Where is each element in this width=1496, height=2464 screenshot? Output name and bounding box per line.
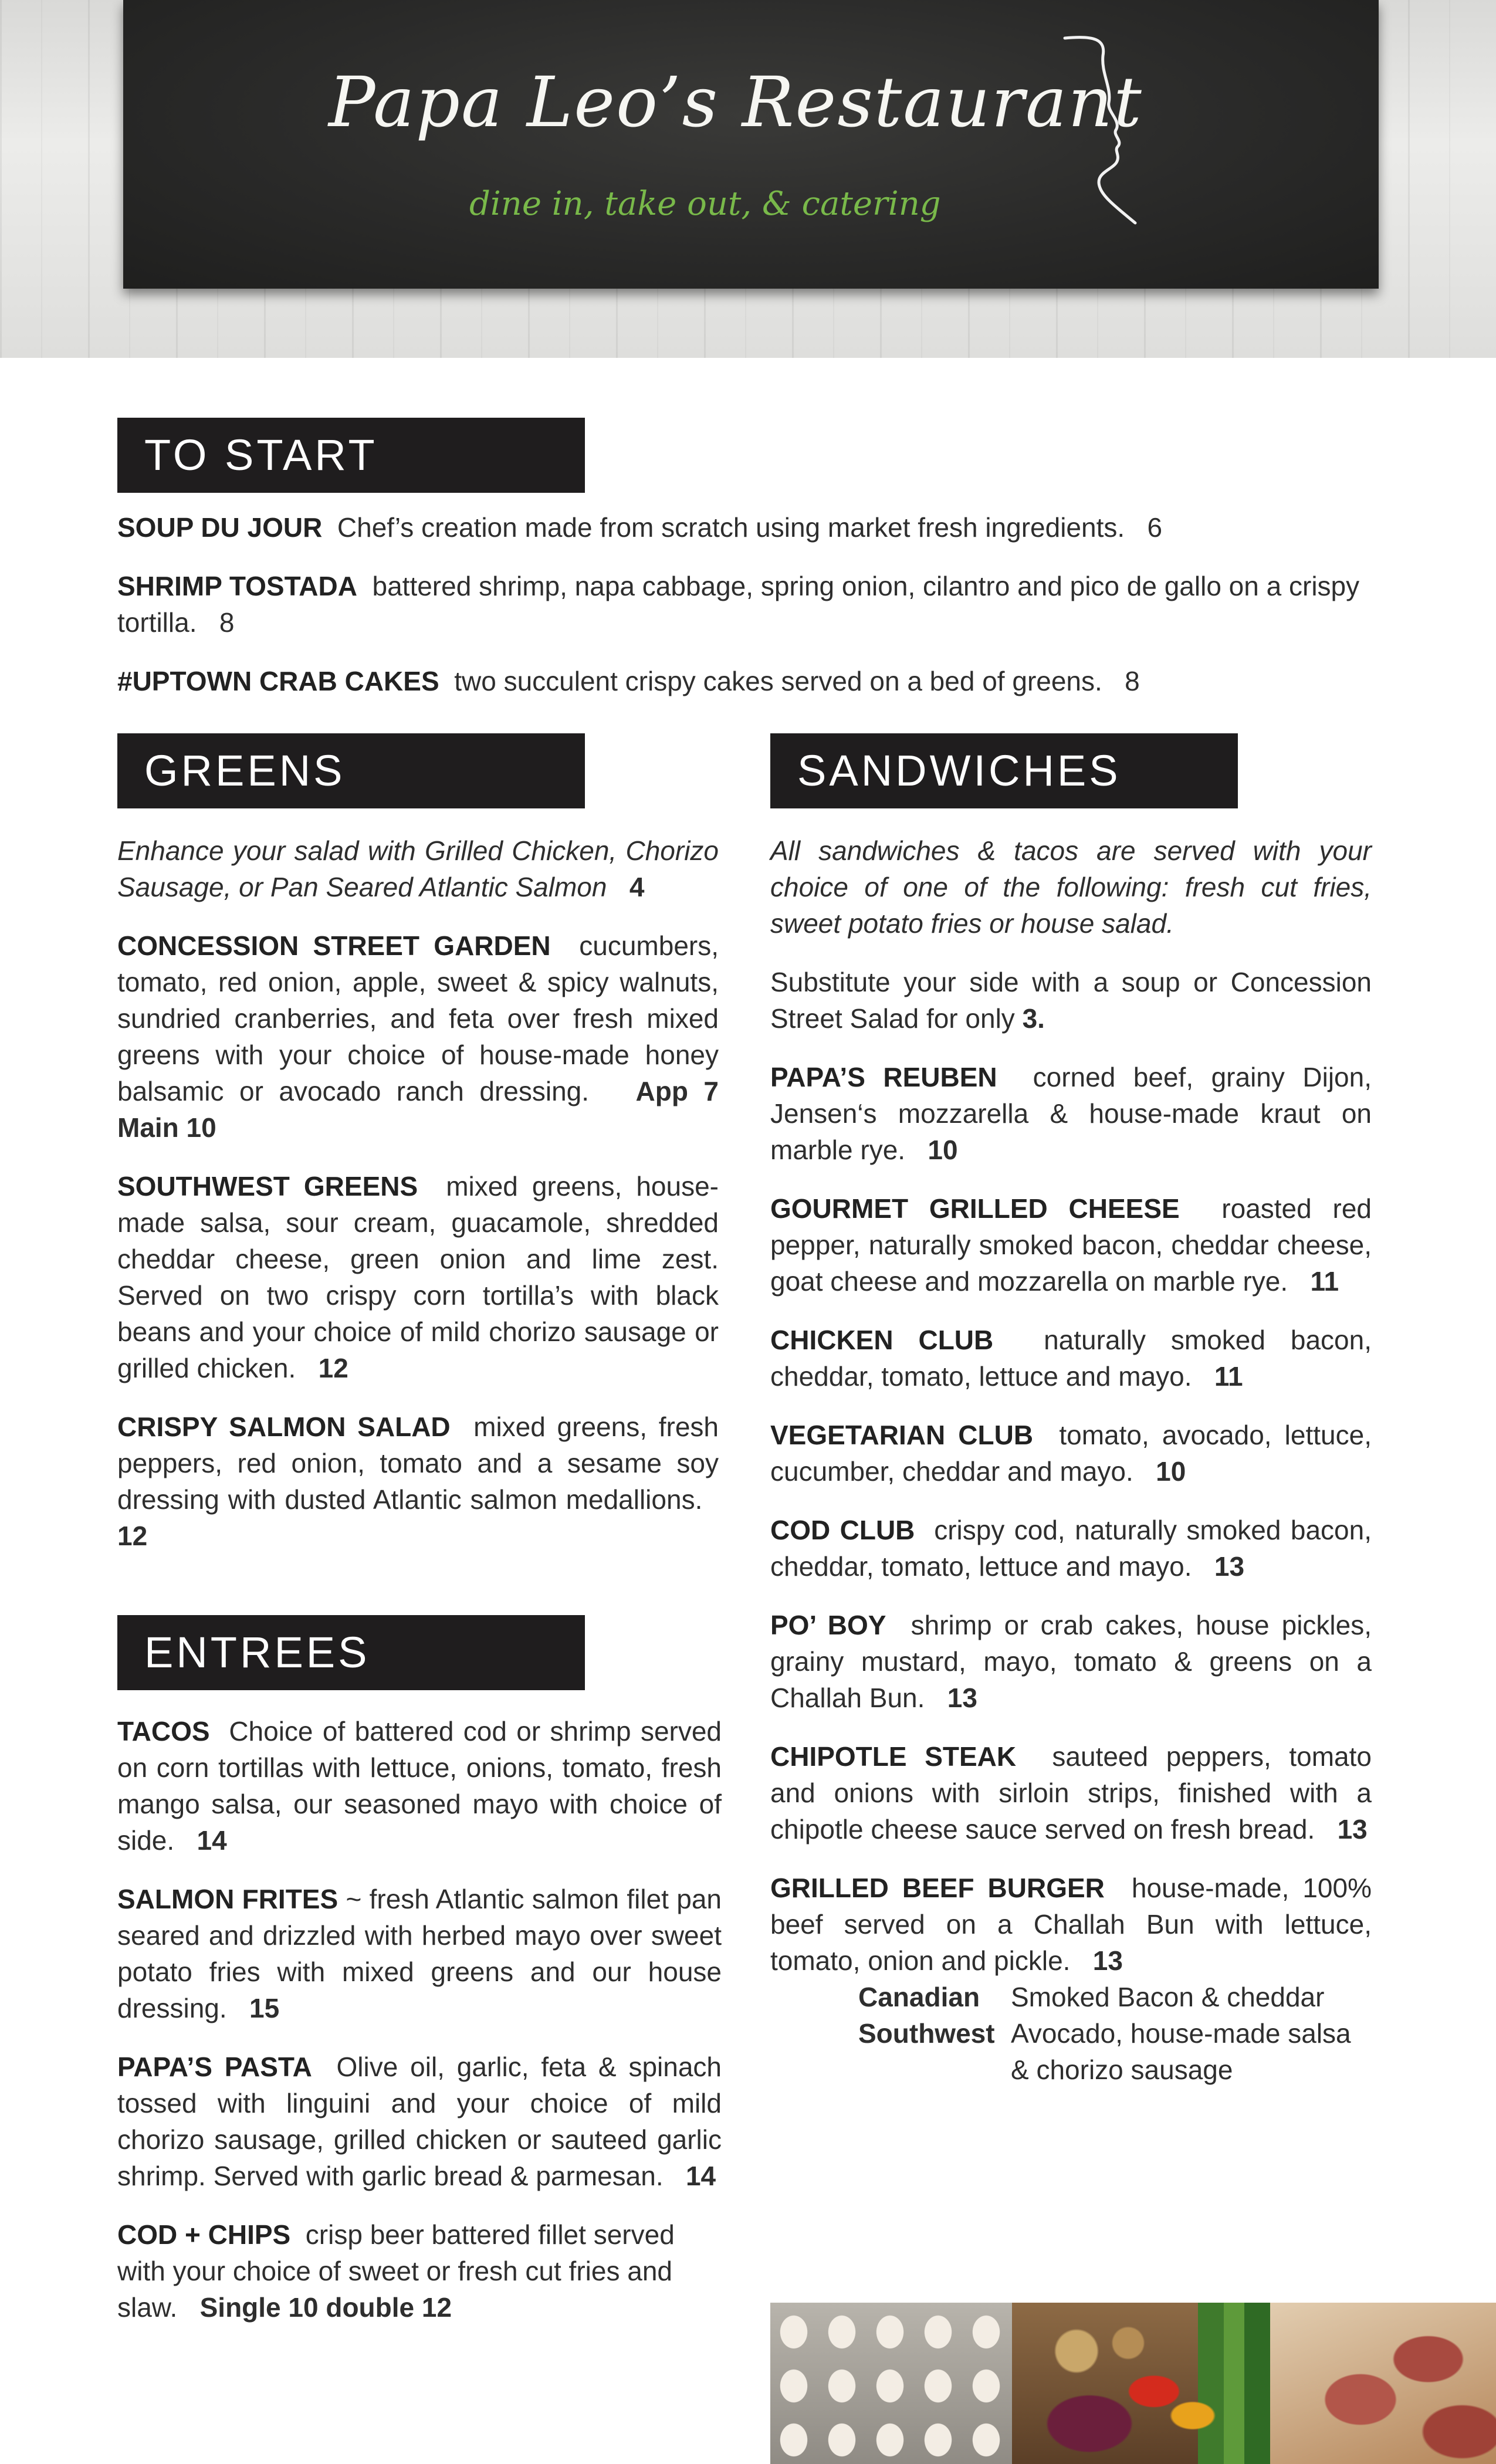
- menu-item-name: COD + CHIPS: [117, 2219, 291, 2250]
- menu-item: [770, 1190, 1372, 1299]
- menu-item-name: SHRIMP TOSTADA: [117, 571, 357, 601]
- menu-item: [770, 1870, 1372, 1979]
- sandwiches-list: [770, 832, 1372, 2088]
- menu-item: [117, 509, 1373, 546]
- menu-item-description: battered shrimp, napa cabbage, spring onion, cilantro and pico de gallo on a crispy tortilla.: [117, 571, 1360, 638]
- menu-item: [117, 568, 1373, 641]
- menu-item-description: corned beef, grainy Dijon, Jensen‘s mozzarella & house-made kraut on marble rye.: [770, 1062, 1372, 1165]
- menu-item: [117, 2216, 722, 2326]
- menu-item-price: 6: [1147, 512, 1163, 543]
- menu-item-price: 13: [947, 1683, 977, 1713]
- greens-note-price: 4: [629, 872, 645, 902]
- menu-item: [117, 2049, 722, 2194]
- menu-item-price: 13: [1337, 1814, 1368, 1844]
- chalkboard-sign: [123, 0, 1379, 289]
- menu-item-price: 12: [318, 1353, 348, 1383]
- face-profile-icon: [1053, 32, 1147, 226]
- menu-item: [770, 1322, 1372, 1395]
- menu-item-description: house-made, 100% beef served on a Challah Bun with lettuce, tomato, onion and pickle.: [770, 1873, 1372, 1976]
- menu-item-name: VEGETARIAN CLUB: [770, 1420, 1034, 1450]
- entrees-list: [117, 1713, 722, 2348]
- section-header-sandwiches: SANDWICHES: [770, 733, 1238, 808]
- variant-name: Southwest: [858, 2018, 995, 2049]
- variant-name: Canadian: [858, 1982, 980, 2012]
- eggs-photo-icon: [770, 2303, 1012, 2464]
- menu-item-description: mixed greens, fresh peppers, red onion, tomato and a sesame soy dressing with dusted Atlantic salmon medallions.: [117, 1412, 719, 1515]
- menu-item: [117, 928, 719, 1146]
- menu-item: [770, 1512, 1372, 1585]
- variant-description: Avocado, house-made salsa & chorizo sausage: [1011, 2018, 1351, 2085]
- menu-item-description: sauteed peppers, tomato and onions with sirloin strips, finished with a chipotle cheese sauce served on fresh bread.: [770, 1741, 1372, 1844]
- menu-item-description: shrimp or crab cakes, house pickles, grainy mustard, mayo, tomato & greens on a Challah Bun.: [770, 1610, 1372, 1713]
- menu-item-name: GOURMET GRILLED CHEESE: [770, 1193, 1180, 1224]
- menu-item-name: SOUTHWEST GREENS: [117, 1171, 418, 1201]
- menu-item-price: 11: [1310, 1266, 1339, 1297]
- menu-item-price: 8: [1125, 666, 1140, 696]
- section-header-entrees: ENTREES: [117, 1615, 585, 1690]
- menu-item-price: 8: [219, 607, 235, 638]
- section-header-to-start: TO START: [117, 418, 585, 493]
- burger-variants: [858, 1979, 1372, 2088]
- menu-item-price: App 7 Main 10: [117, 1076, 719, 1143]
- menu-item-name: SOUP DU JOUR: [117, 512, 323, 543]
- menu-item-description: cucumbers, tomato, red onion, apple, sweet & spicy walnuts, sundried cranberries, and feta over fresh mixed greens with your choice of house-made honey balsamic or avocado ranch dressing.: [117, 930, 719, 1106]
- menu-item-price: 13: [1092, 1945, 1123, 1976]
- menu-item: [117, 1881, 722, 2026]
- menu-item: [117, 663, 1373, 699]
- menu-item-description: crisp beer battered fillet served with your choice of sweet or fresh cut fries and slaw.: [117, 2219, 675, 2323]
- menu-item: [770, 1738, 1372, 1847]
- menu-item-description: two succulent crispy cakes served on a bed of greens.: [454, 666, 1102, 696]
- menu-item-description: Olive oil, garlic, feta & spinach tossed with linguini and your choice of mild chorizo sausage, grilled chicken or sauteed garlic shrimp. Served with garlic bread & parmesan.: [117, 2052, 722, 2191]
- sandwiches-note: All sandwiches & tacos are served with your choice of one of the following: fresh cut fries, sweet potato fries or house salad.: [770, 835, 1372, 939]
- menu-item-name: CHICKEN CLUB: [770, 1325, 994, 1355]
- menu-item-name: CONCESSION STREET GARDEN: [117, 930, 551, 961]
- menu-item-price: Single 10 double 12: [199, 2292, 452, 2323]
- menu-item-name: SALMON FRITES: [117, 1884, 339, 1914]
- sausage-photo-icon: [1270, 2303, 1496, 2464]
- menu-item-description: roasted red pepper, naturally smoked bacon, cheddar cheese, goat cheese and mozzarella on marble rye.: [770, 1193, 1372, 1297]
- menu-item-description: Chef’s creation made from scratch using market fresh ingredients.: [337, 512, 1125, 543]
- menu-item: [117, 1409, 719, 1554]
- menu-item-name: PO’ BOY: [770, 1610, 886, 1640]
- menu-item-name: GRILLED BEEF BURGER: [770, 1873, 1105, 1903]
- menu-item-price: 15: [249, 1993, 280, 2023]
- menu-item-name: CHIPOTLE STEAK: [770, 1741, 1017, 1772]
- menu-item-name: TACOS: [117, 1716, 210, 1747]
- menu-item-description: tomato, avocado, lettuce, cucumber, cheddar and mayo.: [770, 1420, 1372, 1487]
- menu-item-price: 10: [928, 1135, 958, 1165]
- menu-item-price: 13: [1214, 1551, 1245, 1582]
- substitute-note: Substitute your side with a soup or Concession Street Salad for only 3.: [770, 967, 1372, 1034]
- menu-item-name: #UPTOWN CRAB CAKES: [117, 666, 439, 696]
- menu-item-price: 14: [197, 1825, 227, 1856]
- header-banner: [0, 0, 1496, 358]
- substitute-price: 3.: [1022, 1003, 1045, 1034]
- menu-item-description: mixed greens, house-made salsa, sour cream, guacamole, shredded cheddar cheese, green onion and lime zest. Served on two crispy corn tortilla’s with black beans and your choice of mild chorizo sausage or grilled chicken.: [117, 1171, 719, 1383]
- restaurant-name: Papa Leo’s Restaurant: [329, 62, 1143, 143]
- menu-item-price: 14: [685, 2161, 716, 2191]
- greens-list: [117, 832, 719, 1576]
- menu-item-description: ~ fresh Atlantic salmon filet pan seared and drizzled with herbed mayo over sweet potato fries with mixed greens and our house dressing.: [117, 1884, 722, 2023]
- to-start-list: [117, 509, 1373, 722]
- menu-item-price: 12: [117, 1521, 148, 1551]
- greens-note: Enhance your salad with Grilled Chicken, Chorizo Sausage, or Pan Seared Atlantic Salmon 4: [117, 835, 719, 902]
- menu-item-price: 10: [1156, 1456, 1186, 1487]
- menu-item: [117, 1168, 719, 1386]
- vegetables-photo-icon: [1012, 2303, 1270, 2464]
- menu-item-name: CRISPY SALMON SALAD: [117, 1412, 451, 1442]
- menu-item: [770, 1059, 1372, 1168]
- menu-item: [117, 1713, 722, 1859]
- menu-item-description: Choice of battered cod or shrimp served on corn tortillas with lettuce, onions, tomato, fresh mango salsa, our seasoned mayo with choice of side.: [117, 1716, 722, 1856]
- menu-item-name: COD CLUB: [770, 1515, 915, 1545]
- menu-item-description: naturally smoked bacon, cheddar, tomato, lettuce and mayo.: [770, 1325, 1372, 1392]
- menu-item: [770, 1607, 1372, 1716]
- food-photo-strip: [770, 2303, 1496, 2464]
- menu-item-name: PAPA’S REUBEN: [770, 1062, 997, 1092]
- menu-item-description: crispy cod, naturally smoked bacon, cheddar, tomato, lettuce and mayo.: [770, 1515, 1372, 1582]
- menu-item: [770, 1417, 1372, 1490]
- menu-item-price: 11: [1214, 1361, 1243, 1392]
- menu-item-name: PAPA’S PASTA: [117, 2052, 312, 2082]
- section-header-greens: GREENS: [117, 733, 585, 808]
- tagline: dine in, take out, & catering: [469, 185, 941, 223]
- variant-description: Smoked Bacon & cheddar: [1011, 1982, 1325, 2012]
